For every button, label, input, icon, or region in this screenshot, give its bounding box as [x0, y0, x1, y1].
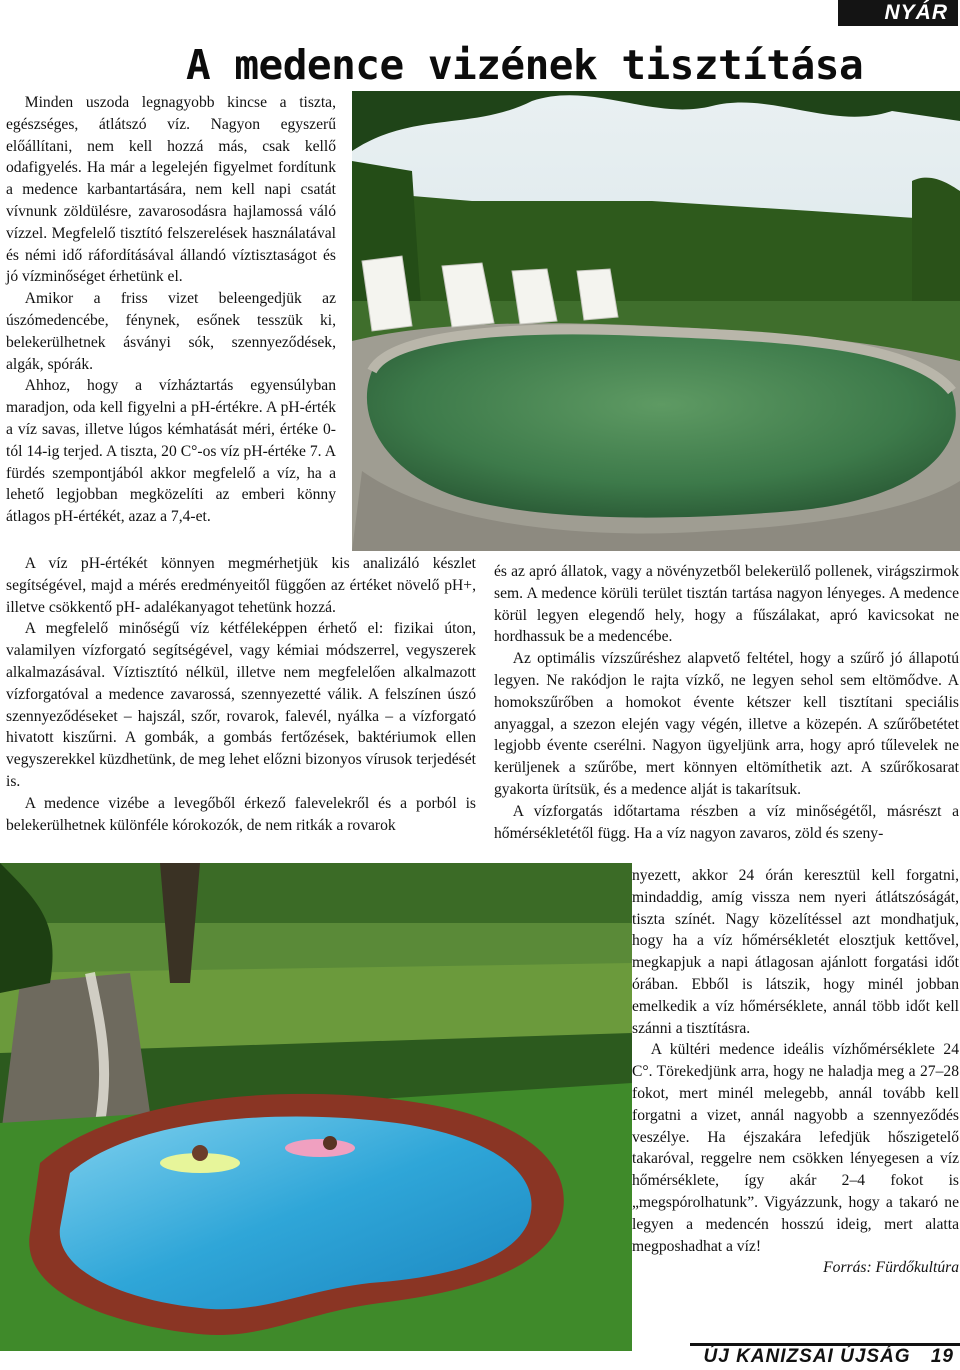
paragraph: A vízforgatás időtartama részben a víz minőségétől, másrészt a hőmérsékletétől függ. Ha a víz nagyon zavaros, zöld és szeny- — [494, 802, 959, 842]
paragraph: Amikor a friss vizet beleengedjük az úszómedencébe, fénynek, esőnek tesszük ki, belekerülhetnek ásványi sók, szennyeződések, algák, spórák. — [6, 290, 336, 373]
article-column-3 — [494, 561, 959, 844]
article-title: A medence vizének tisztítása — [186, 41, 864, 89]
paragraph: A medence vizébe a levegőből érkező falevelekről és a porból is belekerülhetnek különféle kórokozók, de nem ritkák a rovarok — [6, 794, 476, 834]
footer — [704, 1346, 954, 1368]
article-column-1 — [6, 92, 336, 528]
paragraph: A megfelelő minőségű víz kétféleképpen érhető el: fizikai úton, valamilyen vízforgató segítségével, vagy kémiai módszerrel, vegyszerek alkalmazásával. Víztisztító nélkül, illetve nem megfelelően alkalmazott vízforgatóval a medence zavarossá, szennyezetté válik. A felszínen úszó szennyeződéseket – hajszál, szőr, rovarok, falevél, nyálka – a vízforgató hivatott kiszűrni. A gombák, a gombás fertőzések, baktériumok ellen vegyszerekkel küzdhetünk, de meg lehet előzni bizonyos vírusok terjedését is. — [6, 620, 476, 790]
paragraph: nyezett, akkor 24 órán keresztül kell forgatni, mindaddig, amíg vissza nem nyeri átlátszóságát, tiszta színét. Nagy közelítéssel azt mondhatjuk, hogy ha a víz hőmérsékletét elosztjuk kettővel, megkapjuk a napi átlagosan ajánlott forgatási időt órában. Ebből is látszik, hogy minél jobban emelkedik a víz hőmérséklete, annál több időt kell szánni a tisztításra. — [632, 867, 959, 1037]
source-credit: Forrás: Fürdőkultúra — [823, 1259, 959, 1277]
paragraph: A kültéri medence ideális vízhőmérséklete 24 C°. Törekedjünk arra, hogy ne haladja meg a 27–28 fokot, mert minél melegebb, annál tovább kell forgatni a vizet, annál nagyobb a szennyeződés veszélye. Ha éjszakára lefedjük hőszigetelő takaróval, reggelre nem csökken lényegesen a víz hőmérséklete, így akár 2–4 fokot is „megspórolhatunk”. Vigyázzunk, hogy a takaró ne legyen a medencén hosszú ideig, mert alatta megposhadhat a víz! — [632, 1041, 959, 1255]
article-column-4 — [632, 865, 959, 1279]
paragraph: Ahhoz, hogy a vízháztartás egyensúlyban maradjon, oda kell figyelni a pH-értékre. A pH-érték a víz savas, illetve lúgos kémhatását méri, értéke 0-tól 14-ig terjed. A tiszta, 20 C°-os víz pH-értéke 7. A fürdés szempontjából akkor megfelelő a víz, ha a lehető legjobban megközelíti az emberi könny átlagos pH-értékét, azaz a 7,4-et. — [6, 377, 336, 526]
photo-garden-pool — [0, 863, 632, 1351]
section-header — [0, 0, 960, 26]
paragraph: Az optimális vízszűréshez alapvető feltétel, hogy a szűrő jó állapotú legyen. Ne rakódjon le rajta vízkő, ne legyen sehol sem eltömődve. A homokszűrőben a homokot évente kétszer kell tisztítani speciális anyaggal, a szezon elején vagy végén, illetve a közepén. A szűrőbetétet legjobb évente cserélni. Nagyon ügyeljünk arra, hogy apró tűlevelek ne kerüljenek a szűrőbe, mert könnyen eltömíthetik azt. A szűrőkosarat gyakorta ürítsük, és a medence alját is takarítsuk. — [494, 650, 959, 798]
paragraph: és az apró állatok, vagy a növényzetből belekerülő pollenek, virágszirmok sem. A medence körüli terület tisztán tartása nagyon lényeges. A medence körül legyen elegendő hely, hogy a fűszálakat, apró kavicsokat ne hordhassuk be a medencébe. — [494, 563, 959, 646]
publication-name: ÚJ KANIZSAI ÚJSÁG — [703, 1346, 911, 1367]
photo-natural-pool — [352, 91, 960, 551]
page-number: 19 — [930, 1346, 954, 1367]
article-column-2 — [6, 553, 476, 836]
paragraph: Minden uszoda legnagyobb kincse a tiszta, egészséges, átlátszó víz. Nagyon egyszerű előállítani, nem kell hozzá más, csak kellő odafigyelés. Ha már a legelején figyelmet fordítunk a medence karbantartására, nem kell napi csatát vívnunk zöldülésre, zavarosodásra hajlamossá váló vízzel. Megfelelő tisztító felszerelések használatával és némi idő ráfordításával állandó víztisztaságot és jó vízminőséget érhetünk el. — [6, 94, 336, 286]
section-tag: NYÁR — [838, 0, 958, 26]
paragraph: A víz pH-értékét könnyen megmérhetjük kis analizáló készlet segítségével, majd a mérés eredményeitől függően az értéket növelő pH+, illetve csökkentő pH- adalékanyagot tehetünk hozzá. — [6, 555, 476, 616]
